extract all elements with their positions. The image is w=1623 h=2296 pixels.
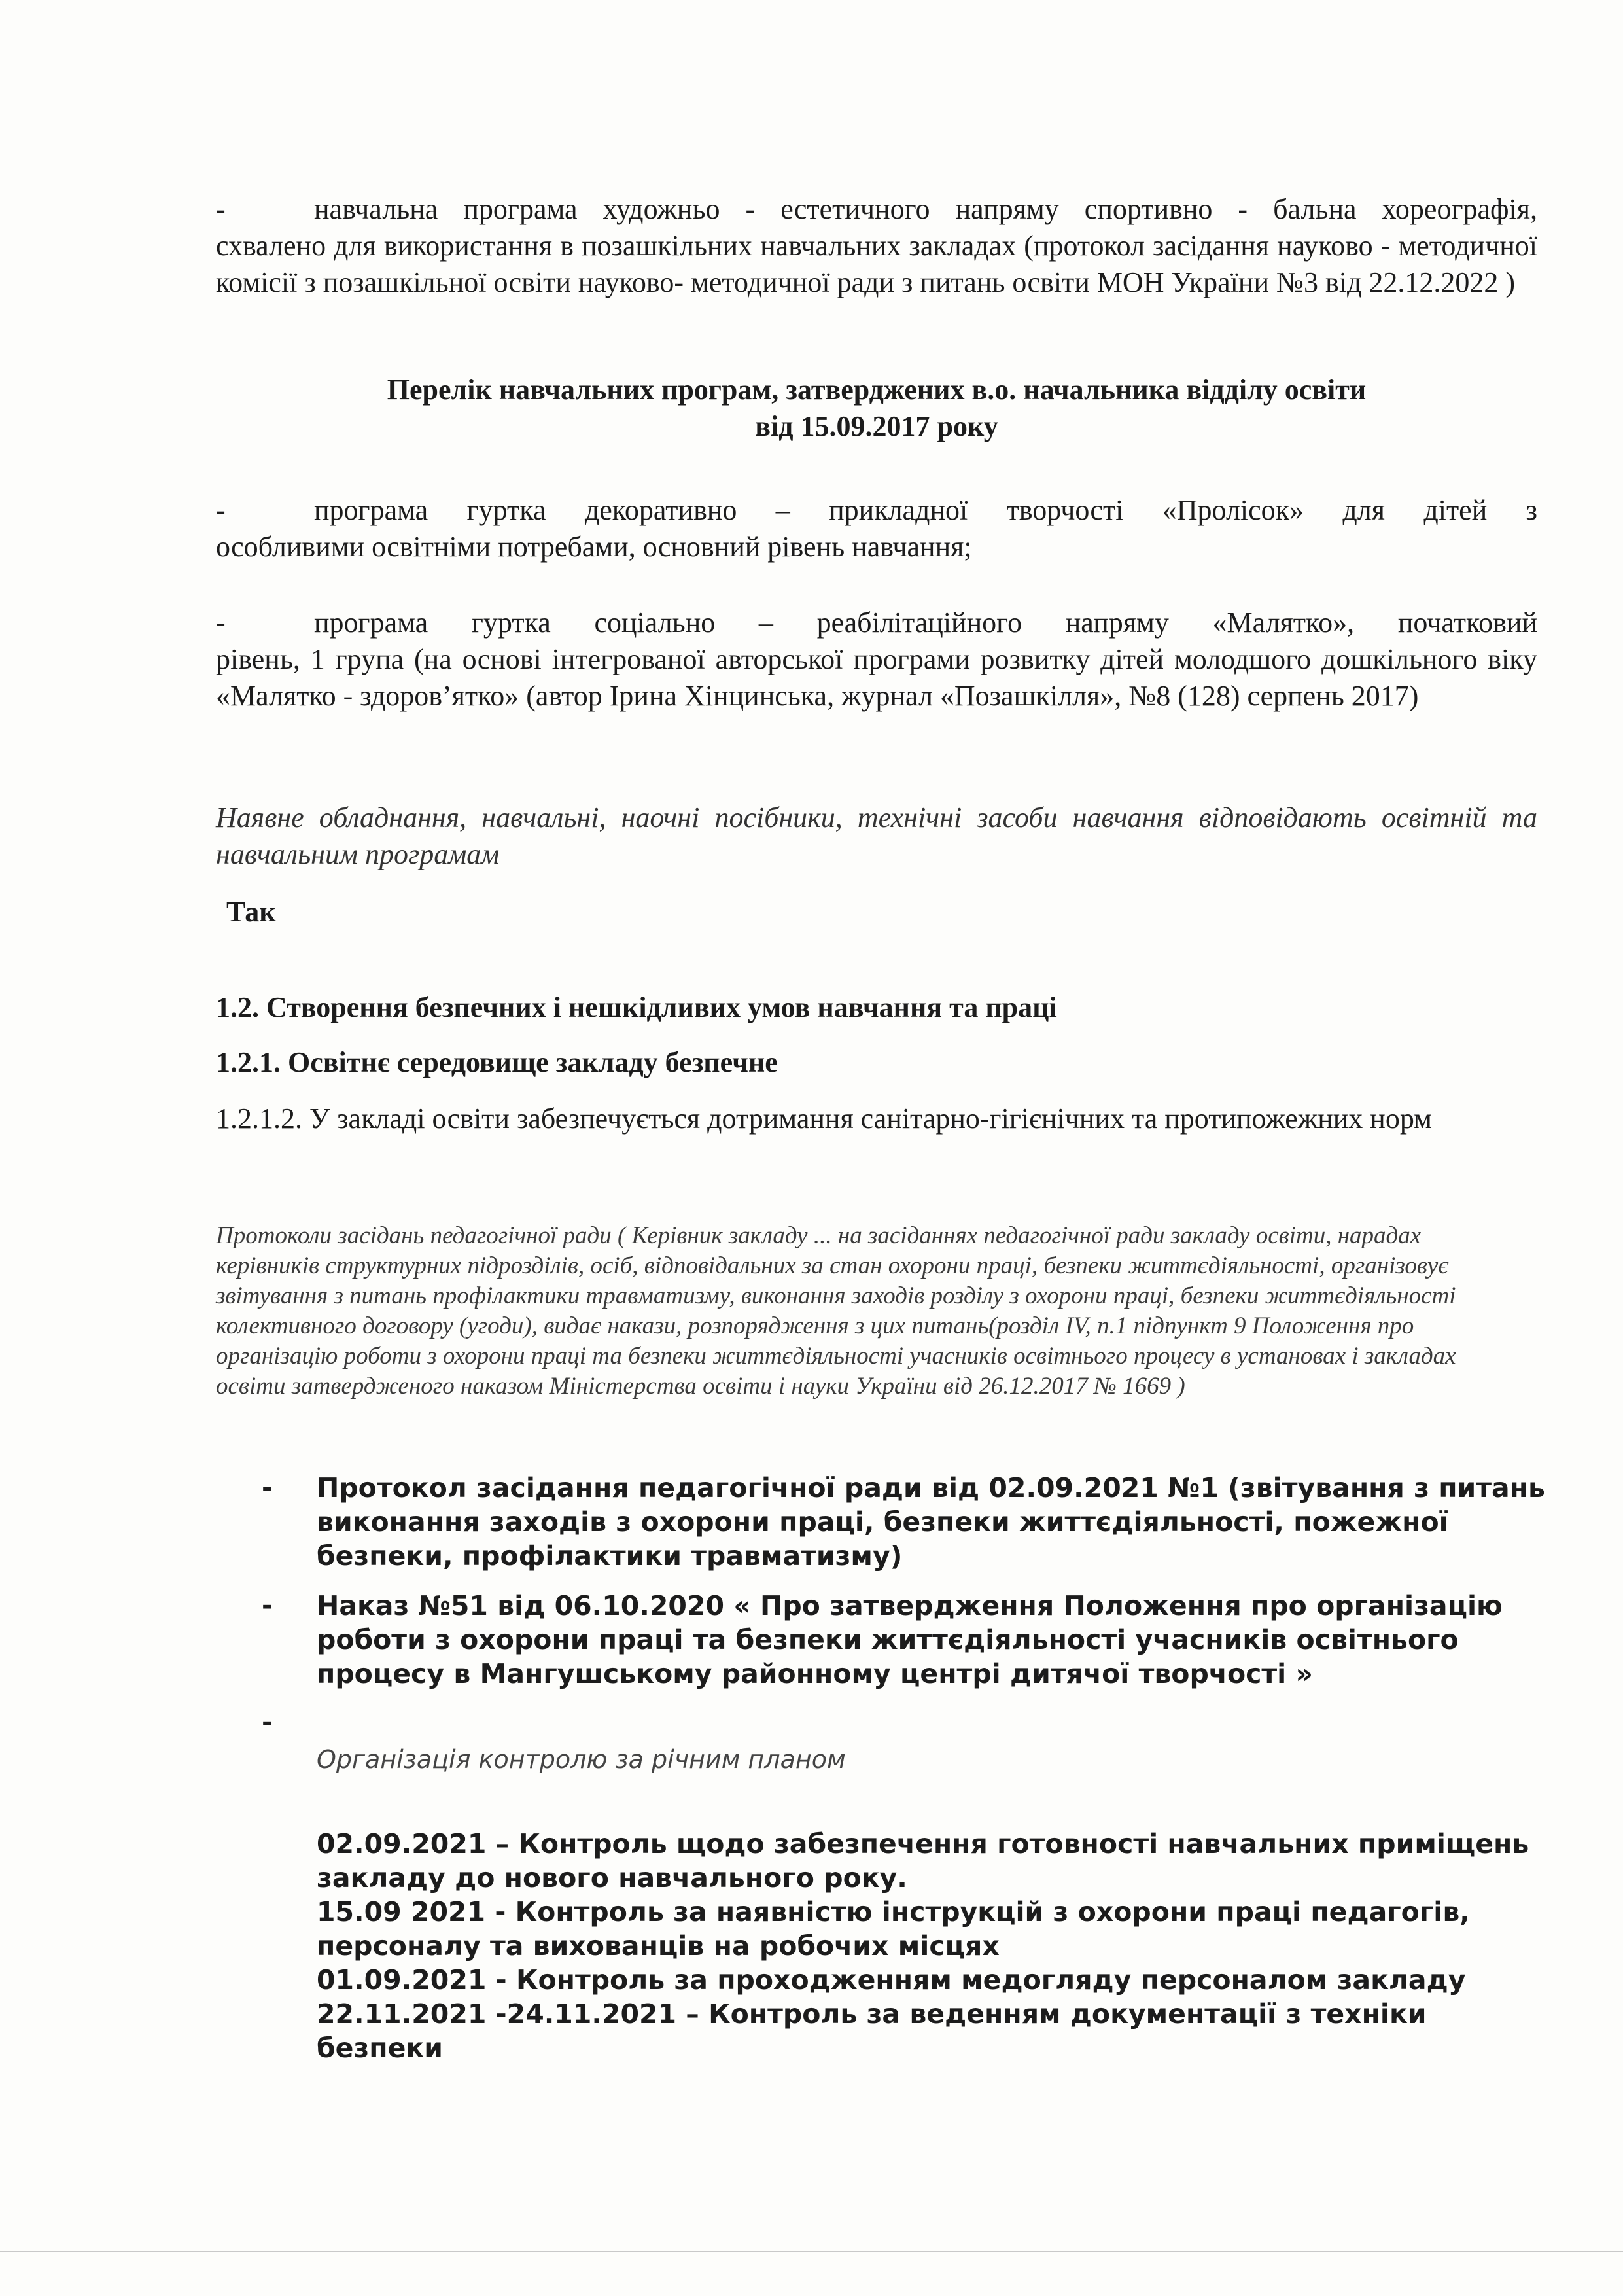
heading-line-2: від 15.09.2017 року <box>755 410 998 442</box>
program-text-rest: особливими освітніми потребами, основний рівень навчання; <box>216 531 972 563</box>
answer-yes: Так <box>226 896 276 928</box>
program-text-first-line: програма гуртка соціально – реабілітаційного напряму «Малятко», початковий <box>314 607 1537 639</box>
bullet-empty <box>262 1705 1563 1739</box>
program-text-first-line: навчальна програма художньо - естетичного напряму спортивно - бальна хореографія, <box>314 193 1537 225</box>
heading-programs-list <box>216 372 1537 445</box>
bullet-dash: - <box>262 1591 273 1621</box>
bullet-order-51 <box>262 1589 1563 1693</box>
program-text-rest: схвалено для використання в позашкільних навчальних закладах (протокол засідання науково - методичної комісії з позашкільної освіти науково- методичної ради з питань освіти МОН України №3 від 22.12.2022 ) <box>216 230 1537 298</box>
heading-1-2: 1.2. Створення безпечних і нешкідливих умов навчання та праці <box>216 991 1057 1023</box>
paragraph-1-2-1-2: 1.2.1.2. У закладі освіти забезпечується дотримання санітарно-гігієнічних та протипожежних норм <box>216 1103 1433 1135</box>
control-item-medical: 01.09.2021 - Контроль за проходженням медогляду персоналом закладу <box>317 1964 1466 1996</box>
program-text-first-line: програма гуртка декоративно – прикладної творчості «Пролісок» для дітей з <box>314 494 1537 526</box>
bullet-dash: - <box>262 1473 273 1503</box>
control-item-readiness: 02.09.2021 – Контроль щодо забезпечення готовності навчальних приміщень закладу до нового навчального року. <box>317 1828 1529 1894</box>
bullet-protocol-meeting <box>262 1471 1563 1576</box>
heading-1-2-1: 1.2.1. Освітнє середовище закладу безпечне <box>216 1046 778 1078</box>
paragraph-program-malyatko <box>216 605 1537 715</box>
dash-marker: - <box>216 193 226 225</box>
dash-marker: - <box>216 494 226 526</box>
scan-edge-line <box>0 2251 1623 2252</box>
program-line-first <box>216 492 1537 529</box>
bullet-dash: - <box>262 1707 273 1737</box>
paragraph-program-prolisok <box>216 492 1537 565</box>
control-item-documentation: 22.11.2021 -24.11.2021 – Контроль за веденням документації з техніки безпеки <box>317 1998 1427 2064</box>
paragraph-equipment: Наявне обладнання, навчальні, наочні посібники, технічні засоби навчання відповідають освітній та навчальним програмам <box>216 802 1537 870</box>
dash-marker: - <box>216 607 226 639</box>
paragraph-protocols: Протоколи засідань педагогічної ради ( Керівник закладу ... на засіданнях педагогічної ради закладу освіти, нарадах керівників структурних підрозділів, осіб, відповідальних за стан охорони праці, безпеки життєдіяльності, організовує звітування з питань профілактики травматизму, виконання заходів розділу з охорони праці, безпеки життєдіяльності колективного договору (угоди), видає накази, розпорядження з цих питань(розділ IV, п.1 підпункт 9 Положення про організацію роботи з охорони праці та безпеки життєдіяльності учасників освітнього процесу в установах і закладах освіти затвердженого наказом Міністерства освіти і науки України від 26.12.2017 № 1669 ) <box>216 1222 1456 1400</box>
heading-line-1: Перелік навчальних програм, затверджених в.о. начальника відділу освіти <box>387 374 1367 406</box>
paragraph-program-choreography <box>216 191 1537 301</box>
program-line-first <box>216 605 1537 641</box>
bullet-text: Наказ №51 від 06.10.2020 « Про затвердження Положення про організацію роботи з охорони праці та безпеки життєдіяльності учасників освітнього процесу в Мангушському районному центрі дитячої творчості » <box>317 1590 1503 1689</box>
bullet-text: Протокол засідання педагогічної ради від 02.09.2021 №1 (звітування з питань виконання заходів з охорони праці, безпеки життєдіяльності, пожежної безпеки, профілактики травматизму) <box>317 1472 1545 1572</box>
control-plan-title: Організація контролю за річним планом <box>317 1745 846 1774</box>
control-item-instructions: 15.09 2021 - Контроль за наявністю інструкцій з охорони праці педагогів, персоналу та вихованців на робочих місцях <box>317 1896 1470 1962</box>
program-text-rest: рівень, 1 група (на основі інтегрованої авторської програми розвитку дітей молодшого дошкільного віку «Малятко - здоров’ятко» (автор Ірина Хінцинська, журнал «Позашкілля», №8 (128) серпень 2017) <box>216 643 1537 712</box>
program-line-first <box>216 191 1537 228</box>
